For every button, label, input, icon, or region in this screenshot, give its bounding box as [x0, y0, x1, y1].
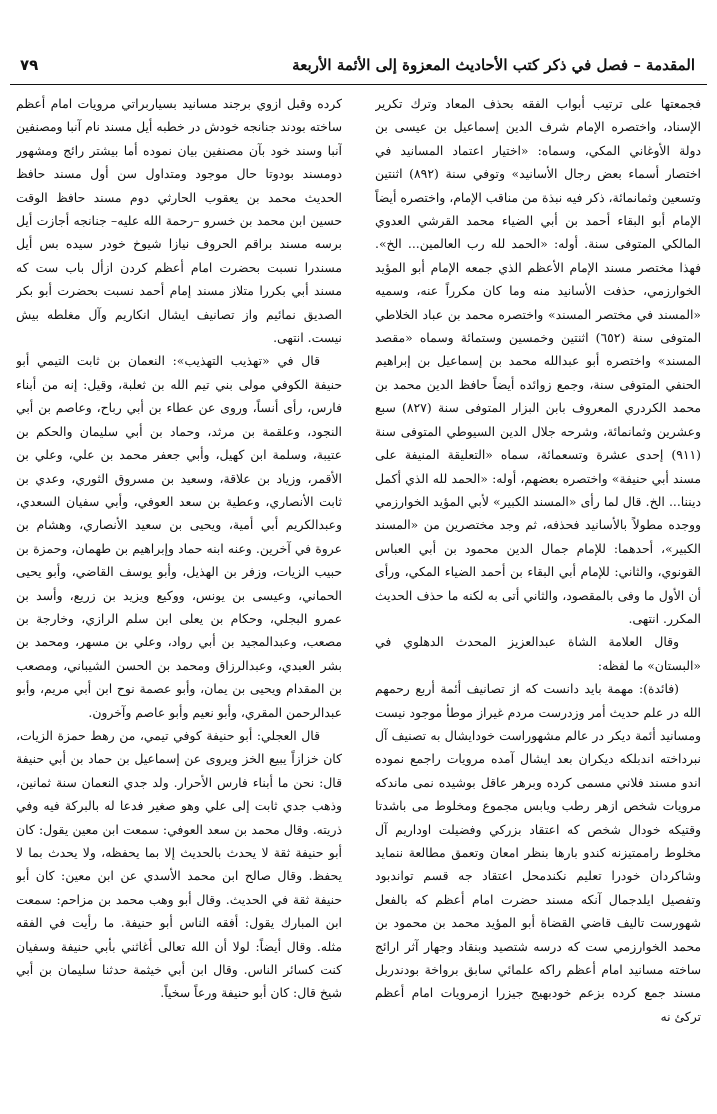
text-columns — [16, 92, 701, 1104]
page-number: ٧٩ — [20, 56, 39, 74]
paragraph: قال في «تهذيب التهذيب»: النعمان بن ثابت التيمي أبو حنيفة الكوفي مولى بني تيم الله بن ثعلبة، وقيل: إنه من أبناء فارس، رأى أنساً، وروى عن عطاء بن أبي رباح، وعاصم بن أبي النجود، وعلقمة بن مرثد، وحماد بن أبي سليمان والحكم بن عتيبة، وسلمة ابن كهيل، وأبي جعفر محمد بن علي، وعلي بن الأقمر، وزياد بن علاقة، وسعيد بن مسروق الثوري، وعدي بن ثابت الأنصاري، وعطية بن سعد العوفي، وأبي سفيان السعدي، وعبدالكريم أبي أمية، ويحيى بن سعيد الأنصاري، وهشام بن عروة في آخرين. وعنه ابنه حماد وإبراهيم بن طهمان، وحمزة بن حبيب الزيات، وزفر بن الهذيل، وأبو يوسف القاضي، وأبو يحيى الحماني، وعيسى بن يونس، ووكيع ويزيد بن زريع، وأسد بن عمرو البجلي، وحكام بن يعلى ابن سلم الرازي، وخارجة بن مصعب، وعبدالمجيد بن أبي رواد، وعلي بن مسهر، ومحمد بن بشر العبدي، وعبدالرزاق ومحمد بن الحسن الشيباني، ومصعب بن المقدام ويحيى بن يمان، وأبو عصمة نوح ابن أبي مريم، وأبو عبدالرحمن المقري، وأبو نعيم وأبو عاصم وآخرون. — [16, 353, 342, 720]
left-column — [16, 92, 342, 1104]
paragraph: قال العجلي: أبو حنيفة كوفي تيمي، من رهط حمزة الزيات، كان خزازاً يبيع الخز ويروى عن إسماعيل بن حماد بن أبي حنيفة قال: نحن ما أبناء فارس الأحرار. ولد جدي النعمان سنة ثمانين، وذهب جدي ثابت إلى علي وهو صغير فدعا له بالبركة فيه وفي ذريته. وقال محمد بن سعد العوفي: سمعت ابن معين يقول: كان أبو حنيفة ثقة لا يحدث بالحديث إلا بما يحفظه، ولا يحدث بما لا يحفظ. وقال صالح ابن محمد الأسدي عن ابن معين: كان أبو حنيفة ثقة في الحديث. وقال أبو وهب محمد بن مزاحم: سمعت ابن المبارك يقول: أفقه الناس أبو حنيفة. ما رأيت في الفقه مثله. وقال أيضاً: لولا أن الله تعالى أغاثني بأبي حنيفة وسفيان كنت كسائر الناس. وقال ابن أبي خيثمة حدثنا سليمان بن أبي شيخ قال: كان أبو حنيفة ورعاً سخياً. — [16, 727, 342, 1001]
page-header — [14, 50, 703, 80]
header-rule — [10, 84, 707, 85]
paragraph: فجمعتها على ترتيب أبواب الفقه بحذف المعاد وترك تكرير الإسناد، واختصره الإمام شرف الدين إسماعيل بن عيسى بن دولة الأوغاني المكي، وسماه: «اختيار اعتماد المسانيد في اختصار أسماء بعض رجال الأسانيد» وتوفي سنة (٨٩٢) اثنتين وتسعين وثمانمائة، ذكر فيه نبذة من مناقب الإمام، واختصره أيضاً الإمام أبو البقاء أحمد بن أبي الضياء محمد القرشي العدوي المالكي المتوفى سنة. أوله: «الحمد لله رب العالمين... الخ». فهذا مختصر مسند الإمام الأعظم الذي جمعه الإمام أبو المؤيد الخوارزمي، حذفت الأسانيد منه وما كان مكرراً عنه، وسميه «المسند في مختصر المسند» واختصره محمد بن عباد الخلاطي المتوفى سنة (٦٥٢) اثنتين وخمسين وستمائة وسماه «مقصد المسند» واختصره أبو عبدالله محمد بن إسماعيل بن إبراهيم الحنفي المتوفى سنة، وجمع زوائده أيضاً حافظ الدين محمد بن محمد الكردري المعروف بابن البزار المتوفى سنة (٨٢٧) سبع وعشرين وثمانمائة، وشرحه جلال الدين السيوطي المتوفى سنة (٩١١) إحدى عشرة وتسعمائة، سماه «التعليقة المنيفة على مسند أبي حنيفة» واختصره بعضهم، أوله: «الحمد لله الذي أكمل ديننا... الخ. قال لما رأى «المسند الكبير» لأبي المؤيد الخوارزمي ووجده مطولاً بالأسانيد فحذفه، ثم وجد مختصرين من «المسند الكبير»، أحدهما: للإمام جمال الدين محمود بن أبي العباس القونوي، والثاني: للإمام أبي البقاء بن أحمد الضياء المكي، ورأى أن الأول ما وفى بالمقصود، والثاني أتى به لكنه ما حذف الحديث المكرر. انتهى. — [375, 96, 701, 626]
paragraph: (فائدة): مهمة بايد دانست كه از تصانيف أئمة أربع رحمهم الله در علم حديث أمر وزدرست مردم غيراز موطأ موجود نيست ومسانيد أئمة ديكر در عالم مشهوراست خودايشال به تصنيف آل نبرداخته اندبلكه ديكران بعد ايشال آمده مرويات راجمع نموده اندو مسند فلاني مسمى كرده وبرهر عاقل بوشيده نمى ماندكه مرويات شخص ازهر رطب ويابس مجموع ومخلوط مى باشدتا وقتيكه خودال شخص كه اعتقاد بزركي وفضيلت اوداريم آل مخلوط راممتيزنه كندو بارها بنظر امعان وتعمق مطالعة ننمايد وشاكردان خودرا تعليم نكندمحل اعتقاد جه قسم تواندبود وتفصيل ايلدجمال آنكه مسند حضرت امام أعظم كه بالفعل شهورست تاليف قاضي القضاة أبو المؤيد محمد بن محمود بن محمد الخوارزمي ست كه درسه شتصيد وبنقاد وجهار آثر ارائج ساخته مسانيد امام أعظم راكه علمائي سابق برواخة بودندربل مسند جمع كرده بزعم خودبهيج جيزرا ازمرويات امام أعظم تركئ نه — [375, 681, 701, 1024]
paragraph: وقال العلامة الشاة عبدالعزيز المحدث الدهلوي في «البستان» ما لفظه: — [375, 634, 701, 673]
running-title: المقدمة – فصل في ذكر كتب الأحاديث المعزوة إلى الأئمة الأربعة — [292, 56, 695, 74]
right-column — [375, 92, 701, 1104]
paragraph: كرده وقبل ازوي برجند مسانيد بسياربراتي مرويات امام أعظم ساخته بودند جنانجه خودش در خطبه أيل مسند نام آنبا ومصنفين آنبا وسند خود بآن مصنفين بيان نموده أما بيشتر رائج ومشهور دومسند بودوتا حال موجود ومتداول سن أول مسند حافظ الحديث محمد بن يعقوب الحارثي دوم مسند حافظ الوقت حسين ابن محمد بن خسرو –رحمة الله عليه– جنانجه أجازت أيل برسه مسند براقم الحروف نيازا شيوخ خودر سيده بس أيل مسندرا نسبت بحضرت امام أعظم كردن ازأل باب ست كه مسند أبي بكررا متلاز مسند إمام أحمد نسبت بحضرت أبو بكر الصديق نمائيم واز تصانيف ايشال انكاريم وآل مغلطه بيش نيست. انتهى. — [16, 96, 342, 346]
